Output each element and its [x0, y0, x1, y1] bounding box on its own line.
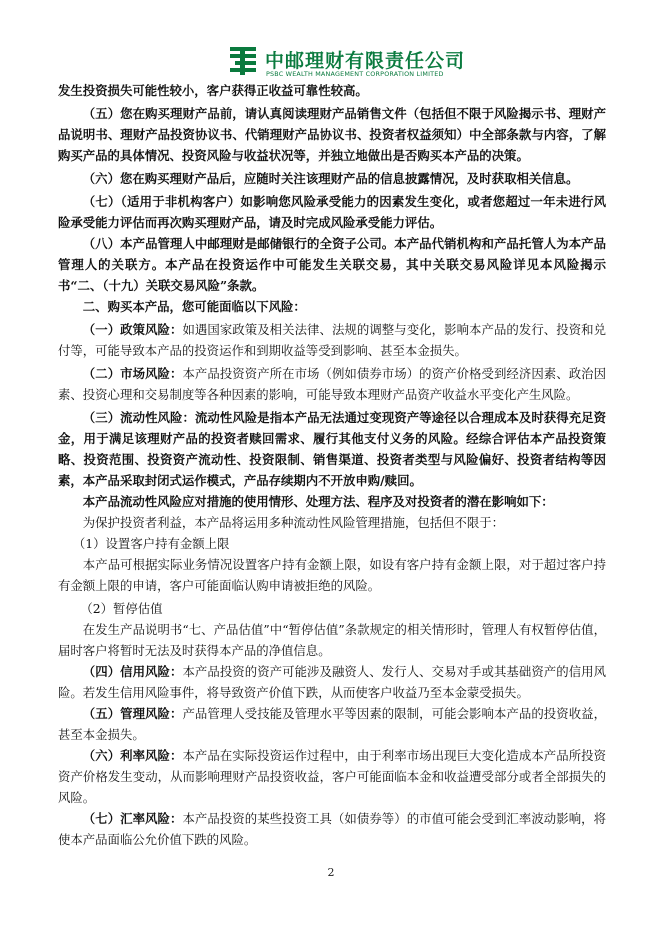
liquidity-risk-paragraph [58, 407, 606, 491]
paragraph-item-8: （八）本产品管理人中邮理财是邮储银行的全资子公司。本产品代销机构和产品托管人为本产品管理人的关联方。本产品在投资运作中可能发生关联交易，其中关联交易风险详见本风险揭示书“二、（十九）关联交易风险”条款。 [58, 236, 606, 293]
credit-risk-text: 本产品投资的资产可能涉及融资人、发行人、交易对手或其基础资产的信用风险。若发生信用风险事件，将导致资产价值下跌，从而使客户收益乃至本金蒙受损失。 [58, 664, 607, 700]
exchange-rate-risk-label: （七）汇率风险： [82, 811, 183, 826]
market-risk-text: 本产品投资资产所在市场（例如债券市场）的资产价格受到经济因素、政治因素、投资心理和交易制度等各种因素的影响，可能导致本理财产品资产收益水平变化产生风险。 [58, 366, 607, 402]
section-heading-risks: 二、购买本产品，您可能面临以下风险： [82, 299, 306, 314]
liquidity-risk-label: （三）流动性风险： [82, 410, 195, 425]
exchange-rate-risk-text: 本产品投资的某些投资工具（如债券等）的市值可能会受到汇率波动影响，将使本产品面临公允价值下跌的风险。 [58, 811, 607, 847]
exchange-rate-risk-paragraph [58, 808, 606, 850]
policy-risk-paragraph [58, 319, 606, 361]
measure-2-heading: （2）暂停估值 [80, 601, 163, 616]
page-number: 2 [327, 866, 335, 879]
policy-risk-label: （一）政策风险： [82, 322, 183, 337]
measure-1-heading: （1）设置客户持有金额上限 [72, 536, 230, 551]
market-risk-label: （二）市场风险： [82, 366, 183, 381]
measure-1-text: 本产品可根据实际业务情况设置客户持有金额上限，如设有客户持有金额上限，对于超过客户持有金额上限的申请，客户可能面临认购申请被拒绝的风险。 [58, 557, 606, 593]
measure-2-text: 在发生产品说明书“七、产品估值”中“暂停估值”条款规定的相关情形时，管理人有权暂停估值，届时客户将暂时无法及时获得本产品的净值信息。 [58, 622, 606, 658]
credit-risk-paragraph [58, 661, 606, 703]
liquidity-measures-intro: 本产品流动性风险应对措施的使用情形、处理方法、程序及对投资者的潜在影响如下： [82, 494, 554, 509]
company-name-en: PSBC WEALTH MANAGEMENT CORPORATION LIMITED [266, 70, 444, 78]
interest-rate-risk-text: 本产品在实际投资运作过程中，由于利率市场出现巨大变化造成本产品所投资资产价格发生变动，从而影响理财产品投资收益，客户可能面临本金和收益遭受部分或者全部损失的风险。 [58, 748, 607, 805]
document-header [0, 44, 662, 84]
interest-rate-risk-paragraph [58, 745, 606, 808]
paragraph-continuation: 发生投资损失可能性较小，客户获得正收益可靠性较高。 [58, 83, 368, 98]
liquidity-risk-text: 流动性风险是指本产品无法通过变现资产等途径以合理成本及时获得充足资金，用于满足该理财产品的投资者赎回需求、履行其他支付义务的风险。经综合评估本产品投资策略、投资范围、投资资产流动性、投资限制、销售渠道、投资者类型与风险偏好、投资者结构等因素，本产品采取封闭式运作模式，产品存续期内不开放申购/赎回。 [58, 410, 607, 488]
paragraph-item-7: （七）（适用于非机构客户）如影响您风险承受能力的因素发生变化，或者您超过一年未进行风险承受能力评估而再次购买理财产品，请及时完成风险承受能力评估。 [58, 194, 606, 230]
market-risk-paragraph [58, 363, 606, 405]
interest-rate-risk-label: （六）利率风险： [82, 748, 183, 763]
credit-risk-label: （四）信用风险： [82, 664, 183, 679]
company-name-cn: 中邮理财有限责任公司 [265, 50, 466, 72]
management-risk-label: （五）管理风险： [82, 706, 183, 721]
policy-risk-text: 如遇国家政策及相关法律、法规的调整与变化，影响本产品的发行、投资和兑付等，可能导致本产品的投资运作和到期收益等受到影响、甚至本金损失。 [58, 322, 607, 358]
document-body [58, 80, 606, 850]
liquidity-measures-list-intro: 为保护投资者利益，本产品将运用多种流动性风险管理措施，包括但不限于： [82, 515, 505, 530]
management-risk-text: 产品管理人受技能及管理水平等因素的限制，可能会影响本产品的投资收益，甚至本金损失。 [58, 706, 607, 742]
paragraph-item-6: （六）您在购买理财产品后，应随时关注该理财产品的信息披露情况，及时获取相关信息。 [82, 171, 579, 186]
management-risk-paragraph [58, 703, 606, 745]
paragraph-item-5: （五）您在购买理财产品前，请认真阅读理财产品销售文件（包括但不限于风险揭示书、理财产品说明书、理财产品投资协议书、代销理财产品协议书、投资者权益须知）中全部条款与内容，了解购买产品的具体情况、投资风险与收益状况等，并独立地做出是否购买本产品的决策。 [58, 106, 606, 163]
psbc-logo-icon [226, 44, 260, 78]
